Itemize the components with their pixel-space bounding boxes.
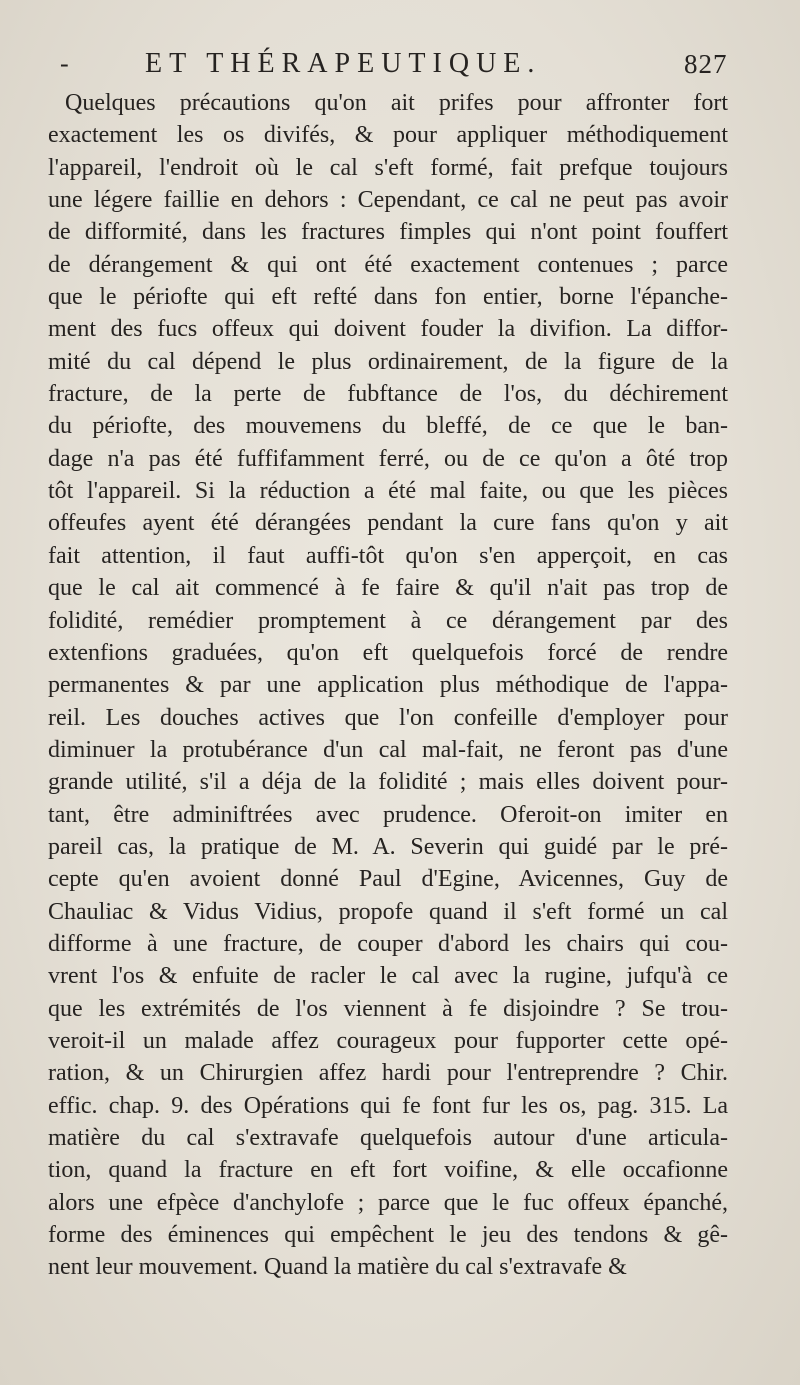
- text-line: tôt l'appareil. Si la réduction a été mal faite, ou que les pièces: [48, 478, 728, 505]
- text-line: forme des éminences qui empêchent le jeu des tendons & gê-: [48, 1222, 728, 1249]
- text-line: nent leur mouvement. Quand la matière du cal s'extravafe &: [48, 1254, 627, 1281]
- text-line: tant, être adminiftrées avec prudence. Oferoit-on imiter en: [48, 801, 728, 828]
- text-line: une légere faillie en dehors : Cependant, ce cal ne peut pas avoir: [48, 187, 728, 214]
- text-line: matière du cal s'extravafe quelquefois autour d'une articula-: [48, 1125, 728, 1151]
- text-line: dage n'a pas été fuffifamment ferré, ou de ce qu'on a ôté trop: [48, 445, 728, 472]
- text-line: vrent l'os & enfuite de racler le cal avec la rugine, jufqu'à ce: [48, 963, 728, 990]
- text-line: mité du cal dépend le plus ordinairement, de la figure de la: [48, 348, 728, 375]
- page-number: 827: [684, 49, 728, 79]
- text-line: cepte qu'en avoient donné Paul d'Egine, Avicennes, Guy de: [48, 866, 728, 893]
- text-line: permanentes & par une application plus méthodique de l'appa-: [48, 672, 728, 699]
- text-line: que le périofte qui eft refté dans fon entier, borne l'épanche-: [48, 284, 728, 311]
- body-text: [48, 87, 728, 1284]
- text-line: de dérangement & qui ont été exactement contenues ; parce: [48, 251, 728, 278]
- text-line: diminuer la protubérance d'un cal mal-fait, ne feront pas d'une: [48, 736, 728, 763]
- text-line: fracture, de la perte de fubftance de l'os, du déchirement: [48, 381, 728, 408]
- header-dash: -: [60, 49, 69, 78]
- text-line: fait attention, il faut auffi-tôt qu'on s'en apperçoit, en cas: [48, 542, 728, 569]
- text-line: effic. chap. 9. des Opérations qui fe font fur les os, pag. 315. La: [48, 1092, 728, 1119]
- text-line: l'appareil, l'endroit où le cal s'eft formé, fait prefque toujours: [48, 154, 728, 181]
- text-line: Quelques précautions qu'on ait prifes pour affronter fort: [65, 90, 728, 116]
- text-line: que les extrémités de l'os viennent à fe disjoindre ? Se trou-: [48, 995, 728, 1022]
- text-line: grande utilité, s'il a déja de la folidité ; mais elles doivent pour-: [48, 769, 728, 796]
- text-line: exactement les os divifés, & pour appliquer méthodiquement: [48, 122, 728, 149]
- text-line: Chauliac & Vidus Vidius, propofe quand il s'eft formé un cal: [48, 898, 728, 925]
- text-line: ration, & un Chirurgien affez hardi pour l'entreprendre ? Chir.: [48, 1060, 728, 1087]
- text-line: pareil cas, la pratique de M. A. Severin qui guidé par le pré-: [48, 833, 728, 860]
- text-line: ment des fucs offeux qui doivent fouder la divifion. La diffor-: [48, 316, 728, 343]
- text-line: de difformité, dans les fractures fimples qui n'ont point fouffert: [48, 219, 728, 246]
- text-line: alors une efpèce d'anchylofe ; parce que le fuc offeux épanché,: [48, 1189, 728, 1216]
- text-line: difforme à une fracture, de couper d'abord les chairs qui cou-: [48, 930, 728, 957]
- text-line: que le cal ait commencé à fe faire & qu'il n'ait pas trop de: [48, 575, 728, 602]
- text-line: veroit-il un malade affez courageux pour fupporter cette opé-: [48, 1027, 728, 1054]
- text-line: extenfions graduées, qu'on eft quelquefois forcé de rendre: [48, 639, 728, 666]
- text-line: reil. Les douches actives que l'on confeille d'employer pour: [48, 704, 728, 731]
- text-line: folidité, remédier promptement à ce dérangement par des: [48, 607, 728, 634]
- text-line: tion, quand la fracture en eft fort voifine, & elle occafionne: [48, 1157, 728, 1184]
- running-header: [0, 46, 800, 82]
- text-line: offeufes ayent été dérangées pendant la cure fans qu'on y ait: [48, 510, 728, 537]
- header-title: ET THÉRAPEUTIQUE.: [145, 48, 542, 79]
- text-line: du périofte, des mouvemens du bleffé, de ce que le ban-: [48, 413, 728, 440]
